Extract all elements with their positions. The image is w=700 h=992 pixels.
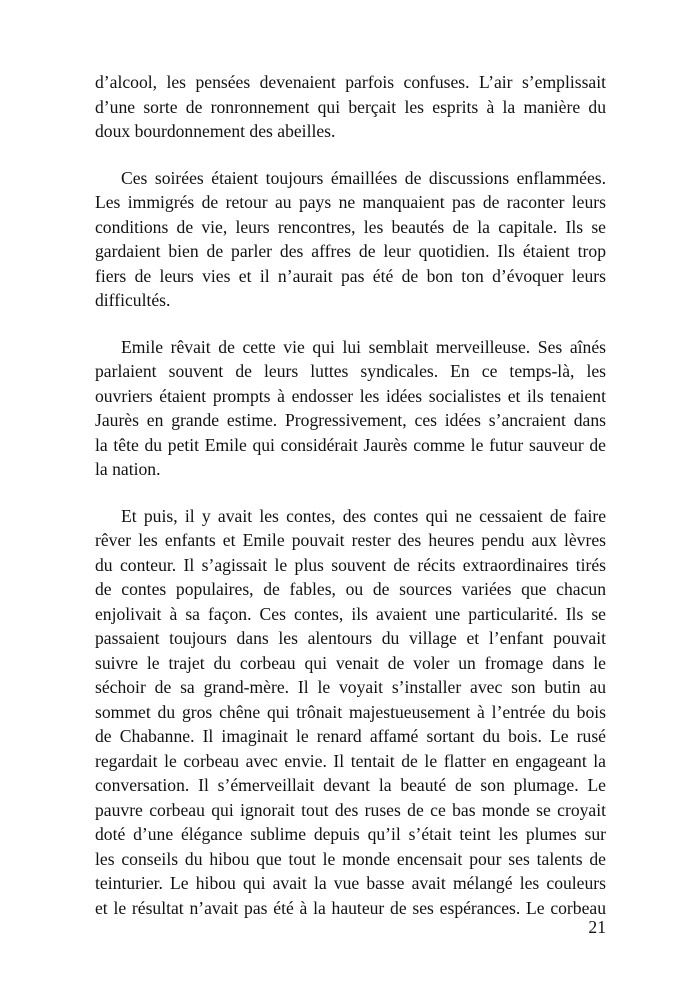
text-line: rêver les enfants et Emile pouvait rester des heures pendu aux lèvres (95, 530, 606, 550)
text-line: de contes populaires, de fables, ou de sources variées que chacun (95, 579, 606, 599)
text-line: ouvriers étaient prompts à endosser les idées socialistes et ils tenaient (95, 385, 606, 406)
paragraph (95, 70, 606, 144)
text-line: les conseils du hibou que tout le monde encensait pour ses talents de (95, 848, 606, 869)
text-line: Ces soirées étaient toujours émaillées de discussions enflammées. (121, 167, 606, 188)
text-line: pauvre corbeau qui ignorait tout des ruses de ce bas monde se croyait (95, 799, 606, 820)
text-line: doté d’une élégance sublime depuis qu’il s’était teint les plumes sur (95, 824, 606, 844)
page-body-text (95, 70, 606, 942)
text-line: et le résultat n’avait pas été à la hauteur de ses espérances. Le corbeau (95, 897, 606, 918)
text-line: la nation. (95, 459, 161, 479)
paragraph (95, 166, 606, 313)
text-line: Et puis, il y avait les contes, des contes qui ne cessaient de faire (121, 505, 606, 526)
text-line: de Chabanne. Il imaginait le renard affamé sortant du bois. Le rusé (95, 726, 606, 746)
page-number: 21 (588, 917, 606, 937)
text-line: la tête du petit Emile qui considérait Jaurès comme le futur sauveur de (95, 434, 606, 455)
text-line: difficultés. (95, 290, 171, 310)
text-line: enjolivait à sa façon. Ces contes, ils avaient une particularité. Ils se (95, 603, 606, 624)
paragraph (95, 504, 606, 921)
text-line: du conteur. Il s’agissait le plus souvent de récits extraordinaires tirés (95, 554, 606, 575)
text-line: d’alcool, les pensées devenaient parfois confuses. L’air s’emplissait (95, 72, 606, 92)
text-line: séchoir de sa grand-mère. Il le voyait s’installer avec son butin au (95, 677, 606, 697)
text-line: regardait le corbeau avec envie. Il tentait de le flatter en engageant la (95, 750, 606, 771)
text-line: conversation. Il s’émerveillait devant la beauté de son plumage. Le (95, 775, 606, 795)
paragraph (95, 335, 606, 482)
text-line: teinturier. Le hibou qui avait la vue basse avait mélangé les couleurs (95, 873, 606, 893)
text-line: d’une sorte de ronronnement qui berçait les esprits à la manière du (95, 96, 606, 117)
text-line: passaient toujours dans les alentours du village et l’enfant pouvait (95, 628, 606, 648)
text-line: sommet du gros chêne qui trônait majestueusement à l’entrée du bois (95, 701, 606, 722)
text-line: gardaient bien de parler des affres de leur quotidien. Ils étaient trop (95, 241, 606, 261)
text-line: Jaurès en grande estime. Progressivement, ces idées s’ancraient dans (95, 410, 606, 430)
text-line: Les immigrés de retour au pays ne manquaient pas de raconter leurs (95, 192, 606, 212)
text-line: doux bourdonnement des abeilles. (95, 121, 336, 141)
text-line: conditions de vie, leurs rencontres, les beautés de la capitale. Ils se (95, 216, 606, 237)
text-line: parlaient souvent de leurs luttes syndicales. En ce temps-là, les (95, 361, 606, 381)
text-line: fiers de leurs vies et il n’aurait pas été de bon ton d’évoquer leurs (95, 265, 606, 286)
text-line: Emile rêvait de cette vie qui lui semblait merveilleuse. Ses aînés (121, 336, 606, 357)
text-line: suivre le trajet du corbeau qui venait de voler un fromage dans le (95, 652, 606, 673)
